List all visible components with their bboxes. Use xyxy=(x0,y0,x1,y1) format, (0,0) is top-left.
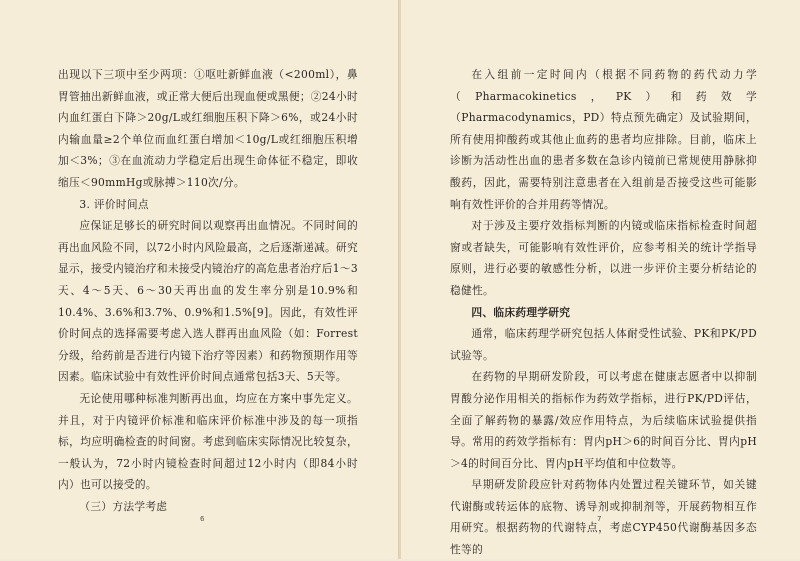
section-heading: 3. 评价时间点 xyxy=(79,197,149,211)
left-page-body xyxy=(58,64,358,517)
paragraph: 通常，临床药理学研究包括人体耐受性试验、PK和PK/PD试验等。 xyxy=(450,327,757,362)
paragraph: 在药物的早期研发阶段，可以考虑在健康志愿者中以抑制胃酸分泌作用相关的指标作为药效学指标，进行PK/PD评估，全面了解药物的暴露/效应作用特点，为后续临床试验提供指导。常用的药效学指标有：胃内pH＞6的时间百分比、胃内pH＞4的时间百分比、胃内pH平均值和中位数等。 xyxy=(450,370,757,470)
page-number: 7 xyxy=(597,515,602,523)
paragraph: 对于涉及主要疗效指标判断的内镜或临床指标检查时间超窗或者缺失，可能影响有效性评价，应参考相关的统计学指导原则，进行必要的敏感性分析，以进一步评价主要分析结论的稳健性。 xyxy=(450,219,757,297)
left-page xyxy=(0,0,399,559)
right-page xyxy=(401,0,800,559)
paragraph: 无论使用哪种标准判断再出血，均应在方案中事先定义。并且，对于内镜评价标准和临床评价标准中涉及的每一项指标，均应明确检查的时间窗。考虑到临床实际情况比较复杂，一般认为，72小时内镜检查时间超过12小时内（即84小时内）也可以接受的。 xyxy=(58,391,358,492)
paragraph: 早期研发阶段应针对药物体内处置过程关键环节，如关键代谢酶或转运体的底物、诱导剂或抑制剂等，开展药物相互作用研究。根据药物的代谢特点，考虑CYP450代谢酶基因多态性等的 xyxy=(450,478,757,557)
paragraph: 应保证足够长的研究时间以观察再出血情况。不同时间的再出血风险不同，以72小时内风险最高，之后逐渐递减。研究显示，接受内镜治疗和未接受内镜治疗的高危患者治疗后1～3天、4～5天、6～30天再出血的发生率分别是10.9%和10.4%、3.6%和3.7%、0.9%和1.5%[9]。因此，有效性评价时间点的选择需要考虑入选人群再出血风险（如：Forrest分级，给药前是否进行内镜下治疗等因素）和药物预期作用等因素。临床试验中有效性评价时间点通常包括3天、5天等。 xyxy=(58,219,358,384)
page-number: 6 xyxy=(200,515,205,523)
paragraph: 出现以下三项中至少两项：①呕吐新鲜血液（<200ml），鼻胃管抽出新鲜血液，或正常大便后出现血便或黑便；②24小时内血红蛋白下降＞20g/L或红细胞压积下降＞6%，或24小时内输血量≥2个单位而血红蛋白增加＜10g/L或红细胞压积增加＜3%；③在血流动力学稳定后出现生命体征不稳定，即收缩压＜90mmHg或脉搏＞110次/分。 xyxy=(58,68,358,189)
section-heading: 四、临床药理学研究 xyxy=(471,305,571,319)
section-heading: （三）方法学考虑 xyxy=(79,499,168,513)
paragraph: 在入组前一定时间内（根据不同药物的药代动力学（Pharmacokinetics，PK）和药效学（Pharmacodynamics，PD）特点预先确定）及试验期间，所有使用抑酸药或其他止血药的患者均应排除。目前，临床上诊断为活动性出血的患者多数在急诊内镜前已常规使用静脉抑酸药，因此，需要特别注意患者在入组前是否接受这些可能影响有效性评价的合并用药等情况。 xyxy=(450,68,757,211)
right-page-body xyxy=(450,64,757,561)
